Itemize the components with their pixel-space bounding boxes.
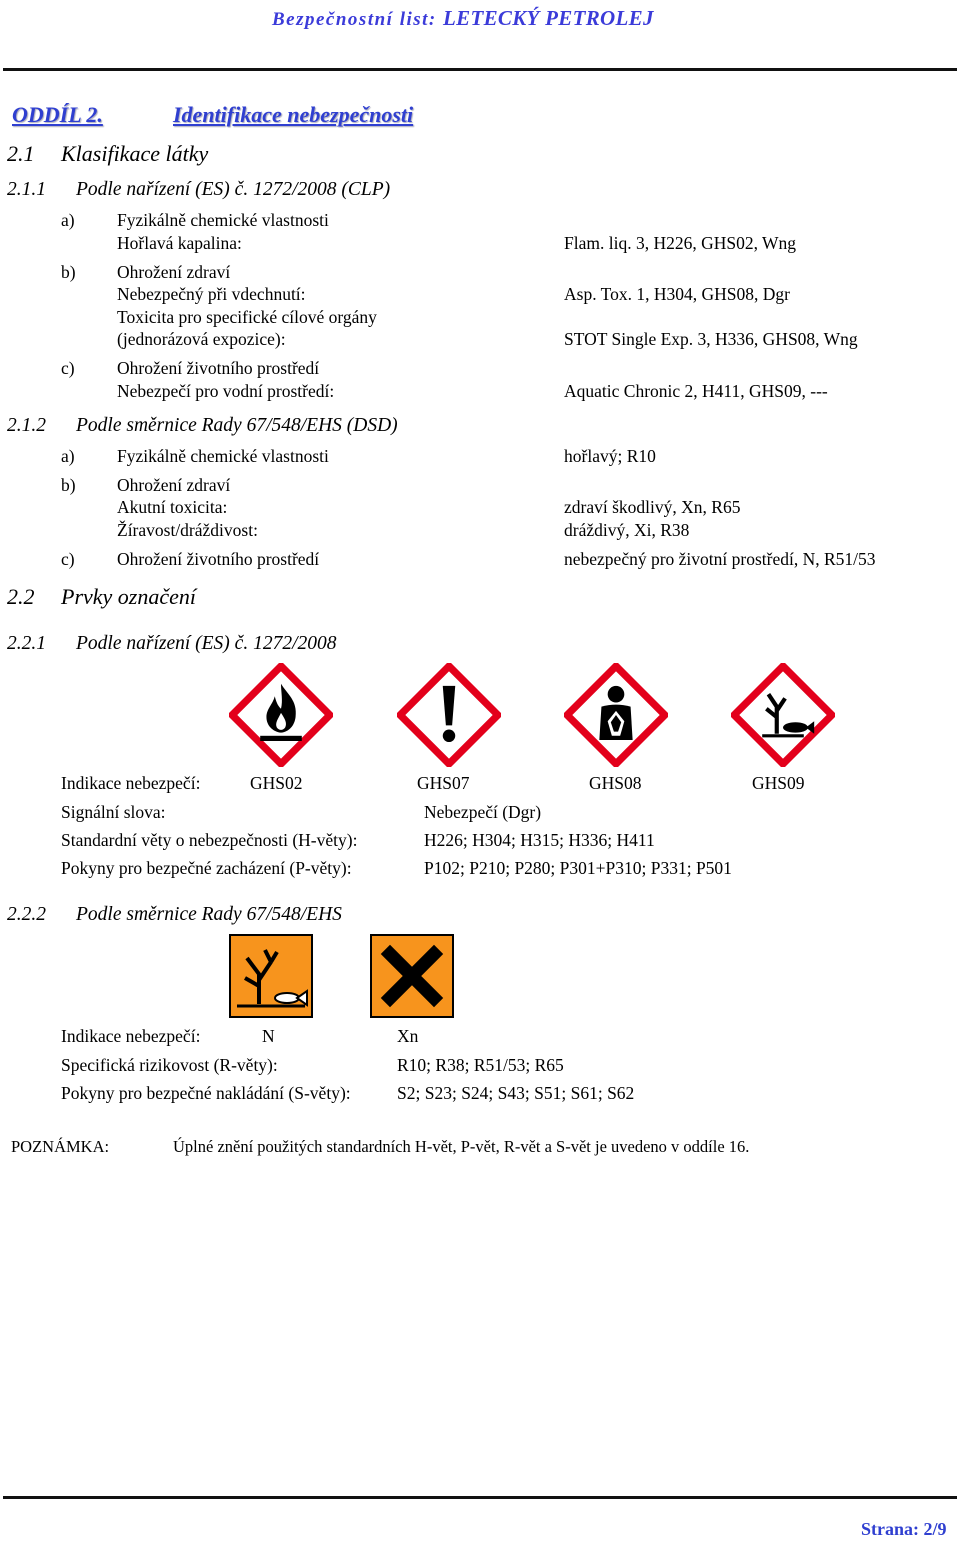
subsection-2-2-number: 2.2 — [7, 584, 35, 609]
h-statements-label: Standardní věty o nebezpečnosti (H-věty): — [61, 830, 358, 850]
clp-hazard-code-2: GHS07 — [417, 773, 470, 793]
clp-a-letter: a) — [61, 210, 75, 230]
clp-hazard-code-3: GHS08 — [589, 773, 642, 793]
clp-hazard-code-1: GHS02 — [250, 773, 303, 793]
environment-pictogram-icon — [731, 663, 835, 767]
clp-b-group: Ohrožení zdraví — [117, 262, 231, 282]
dsd-hazard-code-1: N — [262, 1026, 275, 1046]
subsection-2-2-title: Prvky označení — [61, 584, 196, 609]
dsd-b-group: Ohrožení zdraví — [117, 475, 231, 495]
section-title: Identifikace nebezpečnosti — [173, 102, 414, 127]
clp-b1-value: Asp. Tox. 1, H304, GHS08, Dgr — [564, 284, 790, 304]
footer-rule — [3, 1496, 957, 1499]
clp-labelling-title: Podle nařízení (ES) č. 1272/2008 — [76, 633, 337, 654]
section-number: ODDÍL 2. — [12, 102, 103, 127]
dsd-b2-value: dráždivý, Xi, R38 — [564, 520, 690, 540]
header-product-name: LETECKÝ PETROLEJ — [443, 6, 654, 30]
note-label: POZNÁMKA: — [11, 1137, 110, 1156]
clp-classification-number: 2.1.1 — [7, 179, 46, 200]
header-title-prefix: Bezpečnostní list: — [272, 9, 437, 30]
dsd-a-group: Fyzikálně chemické vlastnosti — [117, 446, 329, 466]
flame-pictogram-icon — [229, 663, 333, 767]
cross-symbol-icon — [370, 934, 454, 1018]
clp-hazard-code-4: GHS09 — [752, 773, 805, 793]
p-statements-value: P102; P210; P280; P301+P310; P331; P501 — [424, 858, 732, 878]
dsd-c-group: Ohrožení životního prostředí — [117, 549, 320, 569]
exclamation-pictogram-icon — [397, 663, 501, 767]
dsd-labelling-title: Podle směrnice Rady 67/548/EHS — [76, 904, 342, 925]
signal-word-label: Signální slova: — [61, 802, 166, 822]
dsd-labelling-number: 2.2.2 — [7, 904, 46, 925]
s-phrases-label: Pokyny pro bezpečné nakládání (S-věty): — [61, 1083, 351, 1103]
clp-c1-value: Aquatic Chronic 2, H411, GHS09, --- — [564, 381, 828, 401]
clp-a-group: Fyzikálně chemické vlastnosti — [117, 210, 329, 230]
r-phrases-label: Specifická rizikovost (R-věty): — [61, 1055, 278, 1075]
dsd-hazard-label: Indikace nebezpečí: — [61, 1026, 201, 1046]
dsd-classification-number: 2.1.2 — [7, 415, 46, 436]
clp-b-letter: b) — [61, 262, 76, 282]
clp-classification-title: Podle nařízení (ES) č. 1272/2008 (CLP) — [76, 179, 391, 200]
note-text: Úplné znění použitých standardních H-vět, P-vět, R-vět a S-vět je uvedeno v oddíle 16. — [173, 1137, 750, 1156]
clp-b2-label-line1: Toxicita pro specifické cílové orgány — [117, 307, 377, 327]
clp-b1-label: Nebezpečný při vdechnutí: — [117, 284, 306, 304]
clp-b2-value: STOT Single Exp. 3, H336, GHS08, Wng — [564, 329, 858, 349]
clp-hazard-label: Indikace nebezpečí: — [61, 773, 201, 793]
dsd-b1-label: Akutní toxicita: — [117, 497, 228, 517]
r-phrases-value: R10; R38; R51/53; R65 — [397, 1055, 564, 1075]
clp-c1-label: Nebezpečí pro vodní prostředí: — [117, 381, 335, 401]
dsd-a-value: hořlavý; R10 — [564, 446, 656, 466]
clp-c-letter: c) — [61, 358, 75, 378]
dsd-b-letter: b) — [61, 475, 76, 495]
clp-b2-label-line2: (jednorázová expozice): — [117, 329, 286, 349]
signal-word-value: Nebezpečí (Dgr) — [424, 802, 542, 822]
h-statements-value: H226; H304; H315; H336; H411 — [424, 830, 655, 850]
dead-tree-fish-symbol-icon — [229, 934, 313, 1018]
dsd-classification-title: Podle směrnice Rady 67/548/EHS (DSD) — [76, 415, 398, 436]
clp-a1-label: Hořlavá kapalina: — [117, 233, 242, 253]
dsd-b1-value: zdraví škodlivý, Xn, R65 — [564, 497, 741, 517]
clp-labelling-number: 2.2.1 — [7, 633, 46, 654]
dsd-b2-label: Žíravost/dráždivost: — [117, 520, 258, 540]
dsd-a-letter: a) — [61, 446, 75, 466]
health-hazard-pictogram-icon — [564, 663, 668, 767]
document-header — [272, 6, 654, 31]
dsd-c-value: nebezpečný pro životní prostředí, N, R51/53 — [564, 549, 876, 569]
clp-a1-value: Flam. liq. 3, H226, GHS02, Wng — [564, 233, 797, 253]
dsd-hazard-code-2: Xn — [397, 1026, 419, 1046]
s-phrases-value: S2; S23; S24; S43; S51; S61; S62 — [397, 1083, 635, 1103]
subsection-2-1-number: 2.1 — [7, 141, 35, 166]
subsection-2-1-title: Klasifikace látky — [61, 141, 209, 166]
clp-c-group: Ohrožení životního prostředí — [117, 358, 320, 378]
page-number: Strana: 2/9 — [861, 1519, 947, 1539]
dsd-c-letter: c) — [61, 549, 75, 569]
p-statements-label: Pokyny pro bezpečné zacházení (P-věty): — [61, 858, 352, 878]
header-rule — [3, 68, 957, 71]
